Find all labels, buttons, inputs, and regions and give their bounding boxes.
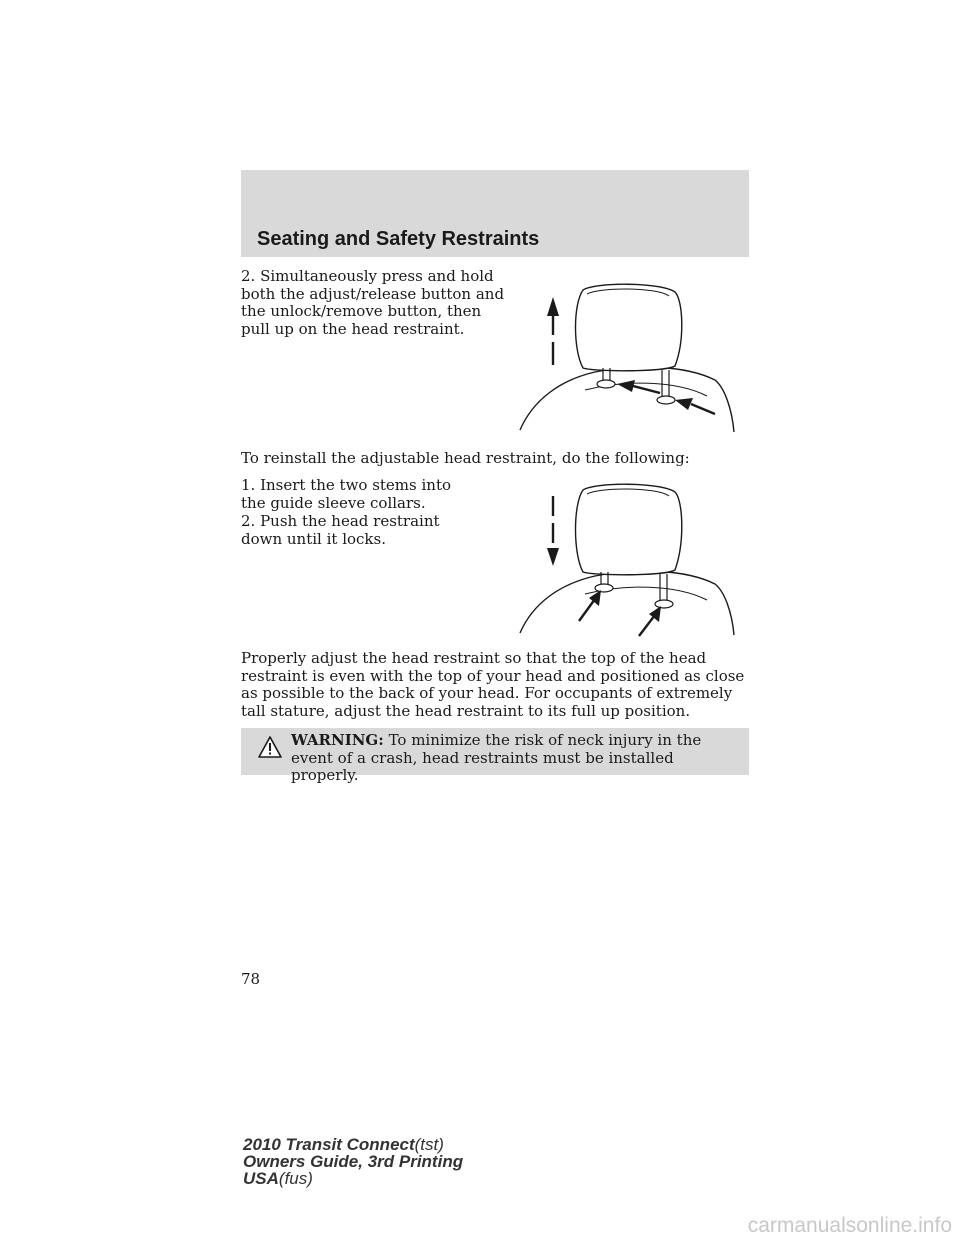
- reinstall-intro: To reinstall the adjustable head restraint, do the following:: [241, 449, 690, 467]
- warning-triangle-icon: [258, 736, 282, 758]
- footer-guide: Owners Guide, 3rd Printing: [243, 1152, 464, 1171]
- footer-model-code: (tst): [414, 1135, 444, 1154]
- removal-step-2: 2. Simultaneously press and hold both the adjust/release button and the unlock/remove button, then pull up on the head restraint.: [241, 267, 505, 338]
- footer-market: USA: [243, 1169, 279, 1188]
- reinstall-step-1: 1. Insert the two stems into the guide sleeve collars.: [241, 476, 452, 512]
- watermark: carmanualsonline.info: [747, 1214, 952, 1237]
- removal-illustration: [515, 280, 741, 435]
- section-header: [241, 170, 749, 257]
- document-footer: [243, 1136, 463, 1187]
- warning-label: WARNING:: [291, 731, 384, 749]
- reinstall-step-2: 2. Push the head restraint down until it locks.: [241, 512, 440, 548]
- reinstall-illustration: [515, 478, 741, 638]
- warning-text-block: [291, 732, 743, 785]
- section-title: Seating and Safety Restraints: [257, 228, 540, 250]
- warning-message: To minimize the risk of neck injury in the event of a crash, head restraints must be installed properly.: [291, 731, 702, 784]
- page-number: 78: [241, 970, 261, 988]
- warning-box: [241, 728, 749, 784]
- footer-market-code: (fus): [278, 1169, 313, 1188]
- footer-model: 2010 Transit Connect: [243, 1135, 415, 1154]
- adjust-paragraph: Properly adjust the head restraint so that the top of the head restraint is even with the top of your head and positioned as close as possible to the back of your head. For occupants of extremely tall stature, adjust the head restraint to its full up position.: [241, 649, 745, 720]
